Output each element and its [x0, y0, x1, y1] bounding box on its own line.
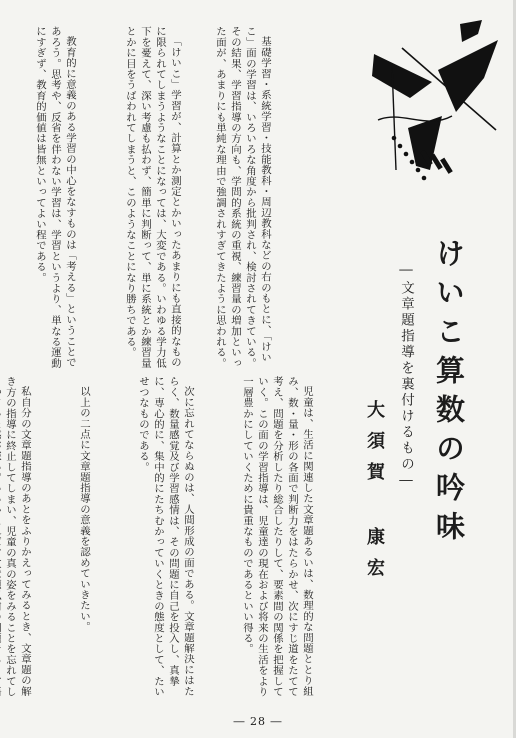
paragraph: 児童は、生活に関連した文章題あるいは、数理的な問題ととり組み、数・量・形の各面で判断力をはたらかせ、次にすじ道をたてて考え、問題を分析したり総合したりして、要素間の関係を把握していく。この面の学習指導は、児童達の現在および将来の生活をより一層豊かにしていくために貴重なものであるといい得る。: [241, 376, 313, 697]
paragraph: 「けいこ」学習が、計算とか測定とかいったあまりにも直接的なものに限られてしまうようなことになっては、大変である。いわゆる学力低下を憂えて、深い考慮も払わず、簡単に判断って、単に系統とか練習量とかに目をうばわれてしまうと、このようなことになり勝ちである。: [124, 26, 181, 369]
article-subtitle: ―文章題指導を裏付けるもの―: [398, 262, 414, 491]
paragraph: 教育的に意義のある学習の中心をなすものは「考える」ということであろう。思考や、反省を伴わない学習は、学習というより、単なる運動にすぎず、教育的価値は皆無といってよい程である。: [34, 26, 76, 369]
article-title: けいこ算数の吟味: [432, 238, 466, 550]
paragraph: 次に忘れてならぬのは、人間形成の面である。文章題解決にはたらく、数量感覚及び学習感情は、その問題に自己を投入し、真摯に、専心的に、集中的にたちむかっていくときの態度として、たいせつなものである。: [137, 376, 194, 697]
paragraph: 私自分の文章題指導のあとをふりかえってみるとき、文章題の解き方の指導に終止してしまい、児童の真の姿をみることを忘れてし: [4, 376, 31, 697]
paragraph: 基礎学習・系統学習・技能教科・周辺教科などの右のもとに、「けいこ」面の学習は、いろいろな角度から批判され、検討されてきている。その結果、学習指導の方向も、学問的系統の重視、練習量の増加といった面が、あまりにも単純な理由で強調されすぎてきたように思われる。: [214, 26, 271, 369]
decorative-ornament: [372, 20, 500, 190]
paragraph: 以上の二点に文章題指導の意義を認めていきたい。: [78, 386, 90, 633]
body-text-upper: [12, 26, 302, 370]
author-name: 大須賀 康宏: [364, 400, 385, 589]
body-text-lower: [4, 376, 344, 700]
page-number: ― 28 ―: [233, 715, 283, 728]
